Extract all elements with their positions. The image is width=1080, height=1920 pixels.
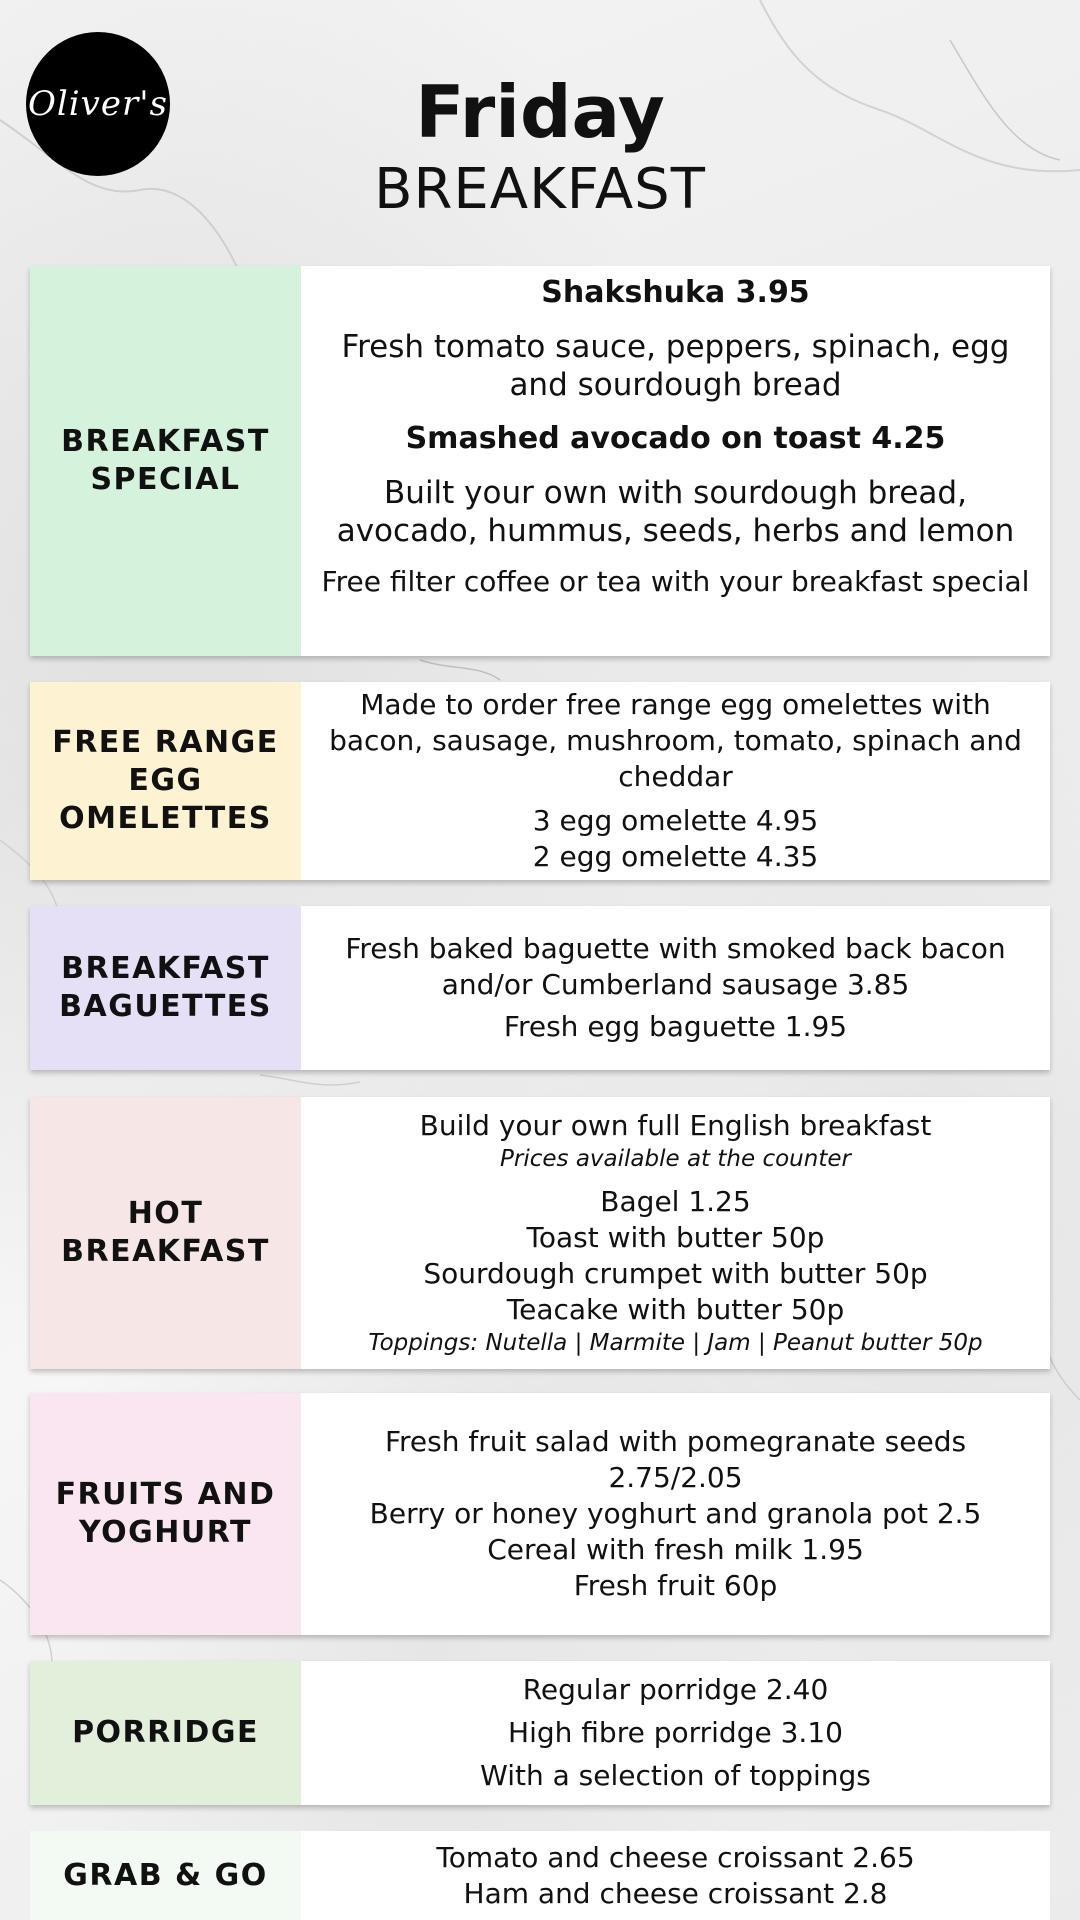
- menu-section-baguettes: [30, 906, 1050, 1070]
- menu-note: Prices available at the counter: [500, 1146, 851, 1172]
- menu-item: Ham and cheese croissant 2.8: [463, 1876, 888, 1910]
- section-items: [301, 1831, 1050, 1920]
- menu-section-porridge: [30, 1661, 1050, 1805]
- section-items: [301, 682, 1050, 880]
- section-category: FRUITS AND YOGHURT: [30, 1393, 301, 1635]
- menu-item: Bagel 1.25: [600, 1185, 751, 1218]
- menu-item: Fresh fruit salad with pomegranate seeds 2.75/2.05: [384, 1425, 967, 1494]
- menu-item-description: Built your own with sourdough bread, avocado, hummus, seeds, herbs and lemon: [336, 475, 1015, 549]
- menu-item: Tomato and cheese croissant 2.65: [436, 1840, 915, 1874]
- menu-day-title: Friday: [415, 70, 665, 154]
- menu-item: Teacake with butter 50p: [506, 1293, 845, 1326]
- menu-item: 3 egg omelette 4.95: [532, 804, 819, 837]
- menu-item: Fresh baked baguette with smoked back bacon and/or Cumberland sausage 3.85: [345, 932, 1006, 1001]
- section-category: GRAB & GO: [30, 1831, 301, 1920]
- menu-meal-title: BREAKFAST: [374, 157, 706, 222]
- menu-item: With a selection of toppings: [480, 1759, 871, 1792]
- section-category: BREAKFAST BAGUETTES: [30, 906, 301, 1070]
- section-items: [301, 906, 1050, 1070]
- menu-section-omelettes: [30, 682, 1050, 880]
- menu-item: Sourdough crumpet with butter 50p: [423, 1257, 928, 1290]
- menu-item-description: Made to order free range egg omelettes with bacon, sausage, mushroom, tomato, spinach and cheddar: [329, 688, 1022, 793]
- menu-item: Toast with butter 50p: [526, 1221, 825, 1254]
- menu-item: Fresh fruit 60p: [573, 1569, 778, 1602]
- menu-item-title: Smashed avocado on toast 4.25: [405, 421, 946, 456]
- menu-section-hot-breakfast: [30, 1097, 1050, 1369]
- menu-item: 2 egg omelette 4.35: [532, 840, 819, 873]
- section-category: HOT BREAKFAST: [30, 1097, 301, 1369]
- menu-item: Regular porridge 2.40: [522, 1673, 829, 1706]
- menu-note: Toppings: Nutella | Marmite | Jam | Peanut butter 50p: [368, 1330, 983, 1356]
- menu-item-title: Shakshuka 3.95: [541, 275, 810, 310]
- section-category: FREE RANGE EGG OMELETTES: [30, 682, 301, 880]
- menu-item: Berry or honey yoghurt and granola pot 2.5: [369, 1497, 982, 1530]
- section-items: [301, 1393, 1050, 1635]
- section-category: PORRIDGE: [30, 1661, 301, 1805]
- section-category: BREAKFAST SPECIAL: [30, 266, 301, 656]
- section-items: [301, 1661, 1050, 1805]
- menu-item-description: Fresh tomato sauce, peppers, spinach, egg and sourdough bread: [341, 329, 1010, 403]
- menu-note: Free filter coffee or tea with your breakfast special: [321, 565, 1030, 598]
- menu-item: Build your own full English breakfast: [419, 1109, 932, 1142]
- menu-section-breakfast-special: [30, 266, 1050, 656]
- menu-section-grab-and-go: [30, 1831, 1050, 1920]
- menu-section-fruits-yoghurt: [30, 1393, 1050, 1635]
- menu-item: Cereal with fresh milk 1.95: [487, 1533, 864, 1566]
- menu-item: Fresh egg baguette 1.95: [503, 1010, 848, 1043]
- section-items: [301, 1097, 1050, 1369]
- menu-item: High fibre porridge 3.10: [508, 1716, 843, 1749]
- section-items: [301, 266, 1050, 656]
- logo-text: Oliver's: [28, 84, 168, 124]
